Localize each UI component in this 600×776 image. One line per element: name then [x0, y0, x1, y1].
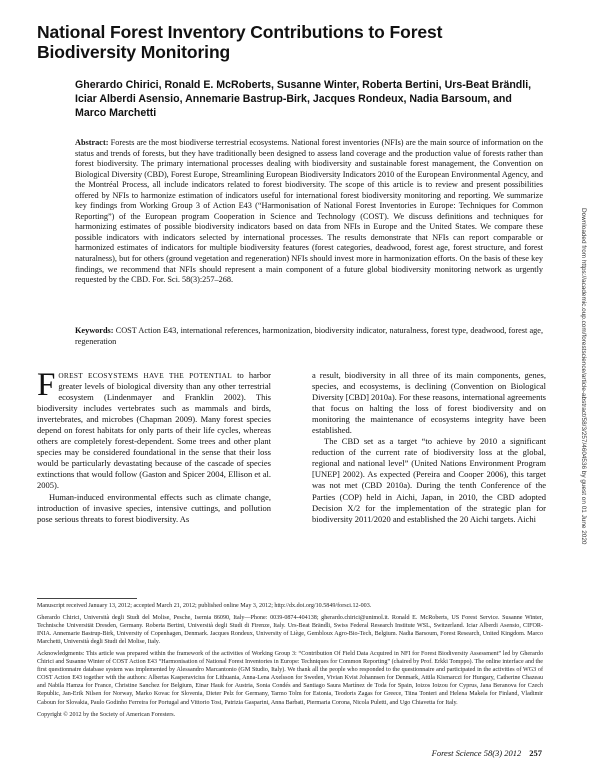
keywords-text: COST Action E43, international references, harmonization, biodiversity indicator, naturalness, forest type, deadwood, forest age, regeneration: [75, 326, 544, 346]
body-paragraph: Human-induced environmental effects such as climate change, introduction of invasive species, intensive cuttings, and pollution pose serious threats to forest biodiversity. As: [37, 491, 271, 524]
author-list: Gherardo Chirici, Ronald E. McRoberts, Susanne Winter, Roberta Bertini, Urs-Beat Brändli, Iciar Alberdi Asensio, Annemarie Bastrup-Birk, Jacques Rondeux, Nadia Barsoum, and Marco Marchetti: [75, 79, 532, 119]
paragraph-text: to harbor greater levels of biological diversity than any other terrestrial ecosystem (Lindenmayer and Franklin 2002). This biodiversity includes vertebrates such as mammals and birds, invertebrates, and microbes (Chapman 2009). Many forest species depend on forest habitats for only parts of their life cycles, whereas others are completely forest-dependent. Some trees and other plant species may be considered foundational in the sense that their loss would be particularly devastating because of the cascade of species extinctions that would follow (Gaston and Spicer 2004, Ellison et al. 2005).: [37, 370, 272, 491]
footnotes: [37, 602, 543, 723]
abstract-label: Abstract:: [75, 138, 109, 147]
page-footer: [432, 748, 542, 759]
drop-cap: F: [37, 367, 56, 403]
journal-issue: Forest Science 58(3) 2012: [431, 748, 522, 758]
body-column-right: [312, 370, 546, 525]
body-paragraph: a result, biodiversity in all three of its main components, genes, species, and ecosystems, is declining (Convention on Biological Diversity [CBD] 2010a). For these reasons, international agreements that focus on halting the loss of forest biodiversity and on monitoring the maintenance of ecosystems integrity have been established.: [312, 370, 546, 436]
lead-smallcaps: OREST ECOSYSTEMS HAVE THE POTENTIAL: [58, 371, 232, 380]
abstract-text: Forests are the most biodiverse terrestrial ecosystems. National forest inventories (NFIs) are the main source of information on the status and trends of forests, but they have traditionally been designed to assess land coverage and the production value of forests rather than forest biodiversity. The primary international processes dealing with biodiversity and sustainable forest management, the Convention on Biological Diversity (CBD), Forest Europe, Streamlining European Biodiversity Indicators 2010 of the European Environmental Agency, and the Montréal Process, all include indicators related to forest biodiversity. The scope of this article is to review and present possibilities offered by NFIs to harmonize estimation of indicators useful for international forest biodiversity monitoring and reporting. We summarize key findings from Working Group 3 of Action E43 (“Harmonisation of National Forest Inventories in Europe: Techniques for Common Reporting”) of the European program Cooperation in Science and Technology (COST). We discuss definitions and techniques for harmonizing estimates of possible biodiversity indicators based on data from NFIs in Europe and the United States. We compare these possible indicators with indicators selected by international processes. The results demonstrate that NFIs can report comparable or harmonized estimates of indicators for multiple biodiversity features (forest categories, deadwood, forest age, forest structure, and forest naturalness), but for others (ground vegetation and regeneration) NFIs should invest more in harmonization efforts. On the basis of these key findings, we recommend that NFIs should represent a main component of a future global biodiversity monitoring network as urgently requested by the CBD.: [75, 138, 544, 285]
body-paragraph: [37, 367, 272, 492]
page-number: 257: [529, 748, 542, 758]
body-column-left: [37, 367, 272, 525]
abstract: [75, 138, 543, 286]
download-watermark: Downloaded from https://academic.oup.com/forestscience/article-abstract/58/3/257/4604536 by guest on 01 June 2020: [580, 208, 587, 545]
body-paragraph: The CBD set as a target “to achieve by 2010 a significant reduction of the current rate of biodiversity loss at the global, regional and national level” (United Nations Environment Program [UNEP] 2002). As expected (Pereira and Cooper 2006), this target was not met (CBD 2010a). During the tenth Conference of the Parties (COP) held in Aichi, Japan, in 2010, the CBD adopted Decision X/2 for the implementation of the strategic plan for biodiversity 2011/2020 and established the 20 Aichi targets. Aichi: [312, 436, 546, 524]
footnote-divider: [37, 598, 137, 599]
keywords-label: Keywords:: [75, 326, 114, 335]
received-note: Manuscript received January 13, 2012; accepted March 21, 2012; published online May 3, 2012; http://dx.doi.org/10.5849/forsci.12-003.: [37, 603, 372, 609]
acknowledgments-note: Acknowledgments: This article was prepared within the framework of the activities of Working Group 3: “Contribution Of Field Data Acquired in NFI for Forest Biodiversity Assessment” led by Gherardo Chirici and Susanne Winter of COST Action E43 “Harmonisation of National Forest Inventories in Europe: Techniques for Common Reporting” (chaired by Prof. Erkki Tomppo). The online interface and the first questionnaire database system was implemented by Alessandro Marcantonio (GM Studio, Italy). We thank all the people who responded to the questionnaire and participated in the activities of WG3 of COST Action E43 together with the authors: Albertas Kasperavicius for Lithuania, Anna-Lena Axelsson for Sweden, Vivian Kvist Johannsen for Denmark, Attila Kismarczi for Hungary, Catherine Chazeau and Nabila Hamza for France, Christine Sanchez for Belgium, Einar Hauk for Austria, Sonia Condés and Santiago Saura Martínez de Toda for Spain, Ioizos Ioizou for Cyprus, Jana Beranova for Czech Republic, Jan-Erik Nilsen for Norway, Marko Kovac for Slovenia, Dieter Pelz for Germany, Tarmo Tolm for Estonia, Teodoris Zagas for Greece, Tiina Tonteri and Helena Makela for Finland, Vladimir Caboun for Slovakia, Paulo Godinho Ferreira for Portugal and Vittorio Tosi, Patrizia Gasparini, Anna Barbati, Piermaria Corona, Nicola Puletti, and Ugo Chiavetta for Italy.: [37, 651, 543, 706]
abstract-citation: For. Sci. 58(3):257–268.: [152, 275, 234, 285]
copyright-note: Copyright © 2012 by the Society of American Foresters.: [37, 711, 176, 718]
affiliations-note: Gherardo Chirici, Università degli Studi del Molise, Pesche, Isernia 86090, Italy—Phone: 0039-0874-404138; gherardo.chirici@unimol.it. Ronald E. McRoberts, US Forest Service. Susanne Winter, Technische Universität Dresden, Germany. Roberta Bertini, Università degli Studi di Firenze, Italy. Urs-Beat Brändli, Swiss Federal Research Institute WSL, Switzerland. Iciar Alberdi Asensio, CIFOR-INIA. Annemarie Bastrup-Birk, University of Copenhagen, Denmark. Jacques Rondeux, University of Liège, Gembloux Agro-Bio-Tech, Belgium. Nadia Barsoum, Forest Research, United Kingdom. Marco Marchetti, Università degli Studi del Molise, Italy.: [37, 615, 543, 646]
article-title: National Forest Inventory Contributions to Forest Biodiversity Monitoring: [37, 22, 443, 62]
keywords: [75, 326, 543, 347]
